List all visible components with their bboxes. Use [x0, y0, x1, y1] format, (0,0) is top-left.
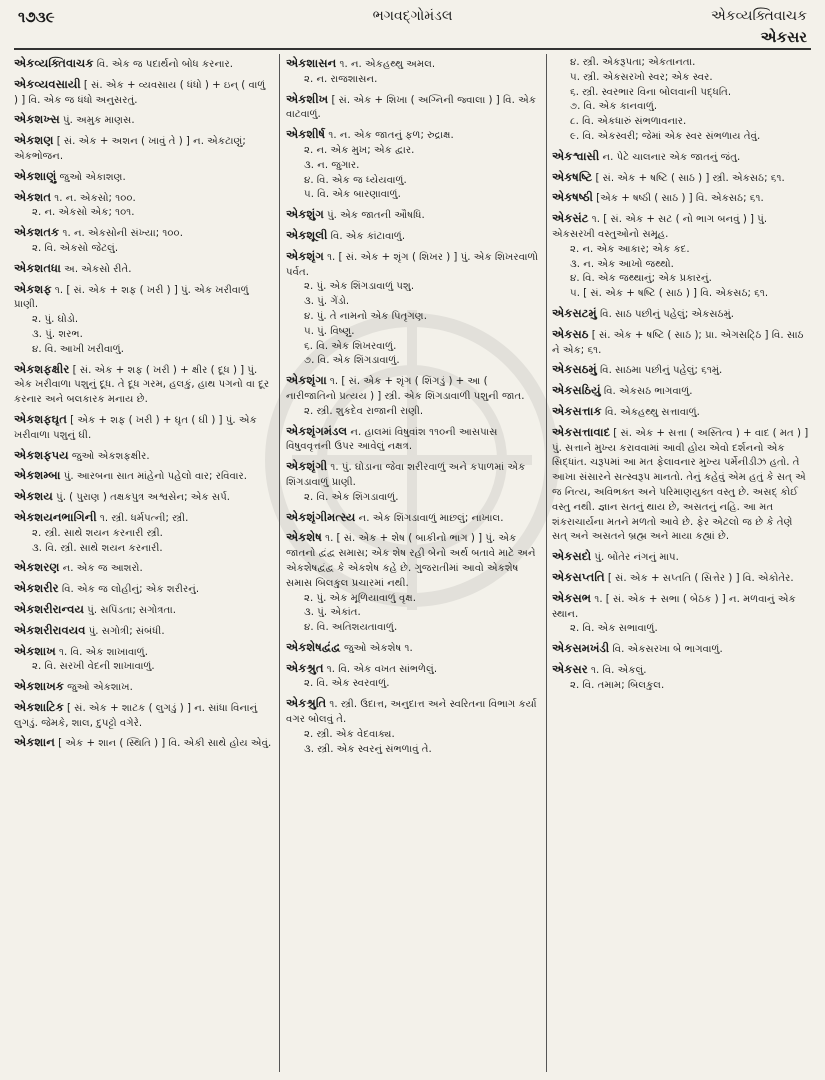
dictionary-entry — [14, 679, 272, 696]
entry-sense: ૪. વિ. એક જથ્થાનું; એક પ્રકારનું. — [570, 273, 712, 285]
dictionary-entry — [14, 225, 272, 257]
entry-sense: ૨. ન. એકસો એક; ૧૦૧. — [32, 207, 135, 219]
entry-text: [ એક + શાન ( સ્થિતિ ) ] વિ. એકી સાથે હોય એવું. — [54, 738, 272, 750]
entry-headword: એકશૃંગમંડલ — [286, 423, 348, 438]
entry-headword: એકશાન — [14, 735, 55, 750]
entry-headword: એકશમ્બા — [14, 468, 61, 483]
entry-sense: ૪. વિ. એક જ ધ્યેયવાળું. — [304, 174, 407, 186]
entry-headword: એકસમખંડી — [552, 641, 610, 656]
entry-definition — [552, 327, 810, 359]
entry-definition — [14, 560, 272, 577]
entry-sense: ૨. ન. રાજશાસન. — [304, 73, 378, 85]
entry-headword: એકશાટિક — [14, 699, 64, 714]
entry-text: વિ. એક જ પદાર્થનો બોધ કરનાર. — [93, 59, 234, 70]
dictionary-entry — [552, 362, 810, 379]
entry-sense: ૨. વિ. તમામ; બિલકુલ. — [570, 679, 665, 691]
entry-sense: ૪. વિ. આખી ખરીવાળું. — [32, 343, 124, 355]
entry-sense: ૨. ન. એક મુખ; એક દ્વાર. — [304, 144, 415, 156]
entry-headword: એકષષ્ટિ — [552, 169, 593, 184]
entry-definition — [14, 623, 272, 640]
entry-definition — [552, 383, 810, 400]
entry-text: ૧. [ સં. એક + સટ ( નો ભાગ બનવું ) ] પું. એકસરખી વસ્તુઓનો સમૂહ. — [552, 214, 768, 240]
entry-definition — [286, 510, 540, 527]
entry-sense: ૪. સ્ત્રી. એકરૂપતા; એકતાનતા. — [570, 57, 696, 68]
entry-sense: ૨. વિ. એકસો જેટલું. — [32, 242, 119, 254]
entry-text: ૧. વિ. એક શાખાવાળું. — [55, 646, 148, 658]
entry-sense: ૫. [ સં. એક + ષષ્ટિ ( સાઠ ) ] વિ. એકસઠ; ૬૧. — [570, 288, 769, 300]
entry-definition — [14, 510, 272, 527]
dictionary-entry — [552, 404, 810, 421]
entry-definition — [14, 735, 272, 752]
entry-definition — [552, 570, 810, 587]
dictionary-entry — [552, 662, 810, 694]
entry-headword: એકશૃંગ — [286, 248, 324, 263]
book-title: ભગવદ્ગોમંડલ — [372, 8, 453, 24]
entry-text: ૧. ન. એક જાતનું ફળ; રુદ્રાક્ષ. — [325, 130, 454, 142]
dictionary-entry — [14, 581, 272, 598]
entry-definition — [286, 207, 540, 224]
dictionary-column-1 — [14, 56, 272, 1070]
entry-text: જુઓ એકશફક્ષીર. — [68, 450, 150, 462]
dictionary-entry — [286, 92, 540, 124]
entry-definition — [14, 489, 272, 506]
entry-definition — [552, 170, 810, 187]
dictionary-entry — [14, 560, 272, 577]
entry-definition — [14, 133, 272, 165]
entry-text: ૧. ન. એકસો; ૧૦૦. — [51, 192, 136, 204]
entry-headword: એકસત્તાવાદ — [552, 424, 611, 439]
entry-headword: એકસદો — [552, 549, 592, 564]
entry-headword: એકશૃંગી — [286, 459, 328, 474]
dictionary-entry — [286, 127, 540, 203]
entry-sense: ૨. ન. એક આકાર; એક કદ. — [570, 243, 690, 255]
entry-definition — [552, 591, 810, 623]
entry-text: પું. એક જાતની ઔષધિ. — [323, 210, 425, 222]
dictionary-entry — [14, 448, 272, 465]
entry-sense: ૫. સ્ત્રી. એકસરખો સ્વર; એક સ્વર. — [570, 71, 713, 83]
entry-text: પું. અમુક માણસ. — [59, 115, 135, 127]
entry-definition — [552, 362, 810, 379]
entry-text: [ સં. એક + ષષ્ટિ ( સાઠ ) ] સ્ત્રી. એકસઠ; ૬૧. — [592, 172, 785, 184]
entry-text: ન. હાલમાં વિષુવાંશ ૧૧૦ની આસપાસ વિષુવવૃત્તની ઉપર આવેલું નક્ષત્ર. — [286, 426, 498, 453]
entry-definition — [286, 459, 540, 491]
entry-sense: ૩. સ્ત્રી. એક સ્વરનું સંભળાવું તે. — [304, 743, 432, 755]
entry-sense: ૪. પું. તે નામનો એક પિતૃગણ. — [304, 310, 427, 322]
entry-definition — [14, 412, 272, 444]
entry-headword: એકશફ — [14, 281, 52, 296]
entry-definition — [14, 644, 272, 661]
entry-headword: એકષષ્ઠી — [552, 190, 593, 205]
dictionary-entry — [286, 696, 540, 757]
entry-text: પું. ( પુરાણ ) તક્ષકપુત્ર અશ્વસેન; એક સર્પ. — [52, 492, 231, 504]
entry-definition — [286, 530, 540, 591]
entry-headword: એકવ્યક્તિવાચક — [14, 56, 94, 70]
entry-headword: એકશતક — [14, 225, 60, 240]
dictionary-entry — [14, 56, 272, 73]
entry-text: અ. એકસો રીતે. — [60, 263, 132, 275]
entry-sense: ૩. વિ. સ્ત્રી. સાથે શયન કરનારી. — [32, 542, 163, 554]
entry-headword: એકસટમું — [552, 305, 597, 320]
dictionary-entry — [552, 591, 810, 637]
entry-text: જુઓ એકાશણ. — [56, 171, 126, 183]
entry-text: વિ. એક કાંટાવાળું. — [327, 230, 406, 242]
dictionary-column-3 — [552, 56, 810, 1070]
dictionary-entry — [14, 623, 272, 640]
entry-definition — [552, 306, 810, 323]
dictionary-entry — [552, 306, 810, 323]
entry-definition — [14, 190, 272, 207]
entry-headword: એકશ્રુત — [286, 660, 324, 675]
dictionary-entry — [552, 383, 810, 400]
entry-definition — [14, 468, 272, 485]
entry-definition — [14, 581, 272, 598]
entry-text: [ સં. એક + અશન ( ખાવું તે ) ] ન. એકટાણું; એકભોજન. — [14, 136, 246, 162]
entry-text: [એક + ષષ્ઠી ( સાઠ ) ] વિ. એકસઠ; ૬૧. — [592, 193, 764, 205]
entry-sense: ૩. પું. ગેંડો. — [304, 296, 350, 308]
entry-headword: એકશીખ — [286, 91, 329, 106]
entry-definition — [14, 261, 272, 278]
entry-sense: ૬. સ્ત્રી. સ્વરભાર વિના બોલવાની પદ્ધતિ. — [570, 86, 732, 98]
entry-text: ૧. ન. એકહથ્થુ અમલ. — [336, 59, 436, 70]
entry-text: ૧. [ સં. એક + સભા ( બેઠક ) ] ન. મળવાનું એક સ્થાન. — [552, 593, 796, 620]
entry-headword: એકશેષદ્વંદ્વ — [286, 639, 341, 654]
entry-definition — [286, 228, 540, 245]
column-divider — [279, 54, 280, 1072]
page-number: ૧૭૩૯ — [18, 8, 55, 26]
dictionary-entry — [552, 190, 810, 207]
entry-text: પું. સગોત્રી; સંબંધી. — [85, 625, 165, 637]
entry-headword: એકશરણ — [14, 560, 60, 575]
dictionary-entry — [552, 549, 810, 566]
dictionary-entry — [14, 190, 272, 222]
entry-definition — [14, 77, 272, 109]
entry-definition — [14, 602, 272, 619]
entry-definition — [552, 425, 810, 545]
entry-definition — [286, 373, 540, 405]
entry-sense: ૨. સ્ત્રી. સાથે શયન કરનારી સ્ત્રી. — [32, 527, 163, 539]
entry-text: પું. સપિંડતા; સગોત્રતા. — [84, 604, 177, 616]
entry-definition — [14, 112, 272, 129]
entry-text: વિ. એકસરખા બે ભાગવાળું. — [609, 644, 723, 656]
dictionary-entry — [14, 735, 272, 752]
dictionary-entry — [286, 530, 540, 636]
entry-headword: એકસપ્તતિ — [552, 569, 605, 584]
dictionary-entry — [286, 249, 540, 369]
dictionary-entry — [14, 169, 272, 186]
entry-definition — [286, 696, 540, 728]
entry-headword: એકશ્વાસી — [552, 148, 600, 163]
entry-definition — [552, 190, 810, 207]
dictionary-entry — [14, 602, 272, 619]
entry-headword: એકશરીર — [14, 581, 59, 596]
dictionary-entry — [286, 228, 540, 245]
dictionary-entry — [286, 424, 540, 456]
entry-text: ૧. ન. એકસોની સંખ્યા; ૧૦૦. — [59, 228, 183, 240]
entry-sense: ૨. સ્ત્રી. એક વેદવાક્ય. — [304, 728, 395, 740]
entry-headword: એકસઠમું — [552, 362, 597, 377]
entry-text: [ સં. એક + ષષ્ટિ ( સાઠ ); પ્રા. એગસટ્ઠિ ] વિ. સાઠ ને એક; ૬૧. — [552, 329, 804, 356]
entry-headword: એકશય — [14, 489, 53, 504]
entry-sense: ૩. ન. એક આખો જથ્થો. — [570, 258, 674, 270]
entry-definition — [286, 92, 540, 124]
entry-headword: એકશતધા — [14, 260, 61, 275]
entry-sense: ૨. સ્ત્રી. શુકદેવ રાજાની રાણી. — [304, 405, 424, 417]
entry-text: [ સં. એક + શફ ( ખરી ) + ક્ષીર ( દૂધ ) ] પું. એક ખરીવાળા પશુનું દૂધ. તે દૂધ ગરમ, હલકું, હાથ પગનો વા દૂર કરનાર અને બલકારક મનાય છે. — [14, 364, 270, 406]
dictionary-entry — [286, 56, 540, 88]
entry-headword: એકશયનભાગિની — [14, 509, 97, 524]
entry-text: ૧. સ્ત્રી. ધર્મપત્ની; સ્ત્રી. — [96, 512, 189, 524]
entry-headword: એકસભ — [552, 590, 592, 605]
entry-sense: ૩. પું. એકાંત. — [304, 607, 361, 619]
dictionary-entry — [552, 641, 810, 658]
entry-headword: એકશાખ — [14, 643, 56, 658]
entry-definition — [14, 169, 272, 186]
dictionary-entry — [286, 373, 540, 419]
dictionary-entry — [14, 644, 272, 676]
entry-headword: એકશ્રુતિ — [286, 696, 327, 711]
entry-text: જુઓ એકશેષ ૧. — [340, 642, 413, 654]
entry-headword: એકસંટ — [552, 211, 589, 226]
entry-definition — [14, 448, 272, 465]
entry-headword: એકસત્તાક — [552, 403, 602, 418]
entry-sense: ૨. પું. એક શિંગડાવાળું પશુ. — [304, 281, 415, 293]
dictionary-entry — [286, 640, 540, 657]
entry-definition — [14, 56, 272, 73]
dictionary-entry — [552, 149, 810, 166]
entry-headword: એકસઠ — [552, 326, 589, 341]
entry-headword: એકશાખક — [14, 679, 64, 694]
dictionary-entry — [14, 112, 272, 129]
entry-definition — [286, 661, 540, 678]
entry-sense: ૩. ન. જુગાર. — [304, 159, 360, 171]
entry-definition — [286, 127, 540, 144]
entry-text: વિ. એકહથ્થુ સત્તાવાળું. — [601, 406, 700, 418]
entry-sense: ૨. વિ. સરખી વેદની શાખાવાળું. — [32, 661, 155, 673]
column-divider — [546, 54, 547, 1072]
entry-headword: એકશણ — [14, 133, 54, 148]
dictionary-entry — [552, 425, 810, 545]
dictionary-entry — [552, 570, 810, 587]
entry-text: ૧. [ સં. એક + શૃંગ ( શિખર ) ] પું. એક શિખરવાળો પર્વત. — [286, 251, 539, 278]
entry-definition — [552, 149, 810, 166]
dictionary-entry — [14, 489, 272, 506]
entry-headword: એકવ્યવસાયી — [14, 76, 81, 91]
entry-definition — [286, 56, 540, 73]
entry-sense: ૭. વિ. એક કાનવાળું. — [570, 101, 658, 113]
entry-definition — [14, 282, 272, 314]
entry-sense: ૨. પું. ઘોડો. — [32, 314, 79, 326]
entry-definition — [286, 249, 540, 281]
entry-text: ૧. [ સં. એક + શફ ( ખરી ) ] પું. એક ખરીવાળું પ્રાણી. — [14, 284, 249, 311]
entry-headword: એકશાસન — [286, 56, 337, 70]
entry-definition — [286, 640, 540, 657]
entry-headword: એકશત — [14, 189, 52, 204]
entry-definition — [14, 679, 272, 696]
entry-text: પું. આરબના સાત માંહેનો પહેલો વાર; રવિવાર. — [60, 471, 247, 483]
entry-headword: એકશફપય — [14, 447, 69, 462]
entry-text: [ સં. એક + શિખા ( અગ્નિની જ્વાલા ) ] વિ. એક વાટવાળું. — [286, 94, 537, 121]
entry-text: ૧. વિ. એકલું. — [587, 664, 647, 676]
entry-text: પું. બોંતેર નંગનું માપ. — [591, 552, 679, 564]
dictionary-entry — [14, 282, 272, 358]
entry-text: વિ. એકસઠ ભાગવાળું. — [600, 386, 693, 398]
entry-headword: એકશુંગ — [286, 207, 324, 222]
dictionary-entry — [14, 77, 272, 109]
dictionary-entry — [552, 170, 810, 187]
dictionary-entry — [286, 207, 540, 224]
dictionary-entry — [286, 661, 540, 693]
entry-headword: એકશખ્સ — [14, 112, 60, 127]
entry-definition — [552, 211, 810, 243]
entry-text: ૧. પું. ઘોડાના જેવા શરીરવાળું અને કપાળમાં એક શિંગડાવાળું પ્રાણી. — [286, 462, 526, 488]
dictionary-entry — [14, 700, 272, 732]
entry-headword: એકશૂલી — [286, 227, 328, 242]
entry-text: જુઓ એકશાખ. — [63, 682, 133, 694]
guide-word-last: એકસર — [760, 28, 807, 46]
entry-headword: એકશફક્ષીર — [14, 361, 70, 376]
entry-definition — [552, 662, 810, 679]
entry-headword: એકશૃંગીમત્સ્ય — [286, 509, 356, 524]
dictionary-entry — [14, 133, 272, 165]
guide-word-first: એકવ્યક્તિવાચક — [711, 8, 807, 24]
entry-text: વિ. સાઠમા પછીનું પહેલું; ૬૧મું. — [596, 365, 723, 377]
entry-definition — [14, 362, 272, 408]
entry-headword: એકશેષ — [286, 530, 322, 545]
entry-headword: એકશરીરાવયવ — [14, 622, 86, 637]
page-header — [0, 0, 825, 52]
entry-text: ન. એક શિંગડાવાળું માછલું; નાખાલ. — [355, 512, 504, 524]
entry-text: વિ. એક જ લોહીનું; એક શરીરનું. — [58, 584, 200, 596]
entry-headword: એકશાણું — [14, 168, 57, 183]
entry-definition — [286, 424, 540, 456]
entry-sense: ૫. પું. વિષ્ણુ. — [304, 325, 355, 337]
dictionary-entry — [552, 211, 810, 302]
entry-headword: એકશરીરાન્વય — [14, 601, 85, 616]
entry-sense: ૪. વિ. અતિશયતાવાળું. — [304, 622, 398, 634]
entry-text: ન. પેટે ચાલનાર એક જાતનું જંતુ. — [599, 151, 741, 163]
entry-sense: ૭. વિ. એક શિંગડાવાળું. — [304, 355, 400, 367]
dictionary-entry — [14, 261, 272, 278]
entry-sense: ૨. વિ. એક સભાવાળું. — [570, 623, 658, 635]
dictionary-entry — [14, 468, 272, 485]
entry-sense: ૨. પું. એક મૂળિયાવાળું વૃક્ષ. — [304, 592, 417, 604]
entry-sense: ૫. વિ. એક બારણાવાળું. — [304, 189, 401, 201]
dictionary-entry — [552, 327, 810, 359]
entry-text: [ સં. એક + વ્યવસાય ( ધંધો ) + ઇન્ ( વાળું ) ] વિ. એક જ ધંધો અનુસરતું. — [14, 79, 266, 106]
dictionary-column-2 — [286, 56, 540, 1070]
header-rule — [14, 48, 811, 50]
entry-text: [ સં. એક + શાટક ( લુગડું ) ] ન. સાંધા વિનાનું લુગડું. જેમકે, શાલ, દુપટ્ટો વગેરે. — [14, 702, 258, 729]
entry-sense: ૯. વિ. એકસ્વરી; જેમાં એક સ્વર સંભળાય તેવું. — [570, 130, 761, 142]
entry-sense: ૬. વિ. એક શિખરવાળું. — [304, 340, 397, 352]
dictionary-entry — [14, 510, 272, 556]
dictionary-entry — [286, 510, 540, 527]
entry-headword: એકશૃંગા — [286, 373, 327, 388]
entry-sense: ૩. પું. શરભ. — [32, 328, 83, 340]
entry-text: ૧. સ્ત્રી. ઉદાત્ત, અનુદાત્ત અને સ્વરિતના વિભાગ કર્યા વગર બોલવું તે. — [286, 699, 537, 726]
entry-definition — [14, 225, 272, 242]
entry-text: [ સં. એક + સત્તા ( અસ્તિત્વ ) + વાદ ( મત ) ] પું. સત્તાને મુખ્ય કરાવવામાં આવી હોય એવો દર્શનનો એક સિદ્ધાંત. ચરૂપમાં આ મત ફેલાવનાર મુખ્ય પર્મેનીડીઝ હતો. તે આખા સંસારને સત્સ્વરૂપ માનતો. તેનું કહેવું એમ હતું કે સત્ એ જ નિત્ય, અવિભક્ત અને પરિમાણયુક્ત વસ્તુ છે. અસદ્ કોઈ વસ્તુ નથી. જ્ઞાન સતનું થાય છે, અસતનું નહિ. આ મત શંકરાચાર્યના મતને મળતો આવે છે. ફેર એટલો જ છે કે તેણે સત્ અને અસતને બ્રહ્મ અને માયા કહ્યાં છે. — [552, 427, 809, 543]
entry-headword: એકશફઘૃત — [14, 411, 67, 426]
entry-text: ૧. [ સં. એક + શેષ ( બાકીનો ભાગ ) ] પું. એક જાતનો દ્વંદ્વ સમાસ; એક શેષ રહી બેનો અર્થ બતાવે માટે અને એકશેષદ્વંદ્વ કે એકશેષ કહે છે. ગુજરાતીમાં આવો એકશેષ સમાસ બિલકુલ પ્રચારમાં નથી. — [286, 533, 536, 589]
entry-sense: ૨. વિ. એક સ્વરવાળું. — [304, 678, 390, 690]
entry-text: વિ. સાઠ પછીનું પહેલું; એકસઠમું. — [596, 308, 735, 320]
entry-headword: એકસર — [552, 661, 588, 676]
dictionary-entry — [552, 56, 810, 145]
entry-text: ન. એક જ આશરો. — [59, 563, 143, 575]
entry-sense: ૨. વિ. એક શિંગડાવાળું. — [304, 491, 399, 503]
entry-definition — [552, 641, 810, 658]
entry-text: [ સં. એક + સપ્તતિ ( સિત્તેર ) ] વિ. એકોતેર. — [604, 572, 794, 584]
dictionary-entry — [14, 362, 272, 408]
entry-definition — [14, 700, 272, 732]
dictionary-entry — [14, 412, 272, 444]
dictionary-entry — [286, 459, 540, 505]
entry-definition — [552, 549, 810, 566]
entry-text: [ એક + શફ ( ખરી ) + ઘૃત ( ઘી ) ] પું. એક ખરીવાળા પશુનું ઘી. — [14, 414, 257, 441]
entry-headword: એકશીર્ષ — [286, 127, 326, 142]
entry-text: ૧. વિ. એક વખત સાંભળેલું. — [323, 663, 438, 675]
entry-definition — [552, 404, 810, 421]
entry-text: ૧. [ સં. એક + શૃંગ ( શિંગડું ) + આ ( નારીજાતિનો પ્રત્યય ) ] સ્ત્રી. એક શિંગડાવાળી પશુની જાત. — [286, 376, 525, 402]
entry-sense: ૮. વિ. એકધારું સંભળાવનાર. — [570, 116, 687, 128]
entry-headword: એકસઠિયું — [552, 383, 601, 398]
